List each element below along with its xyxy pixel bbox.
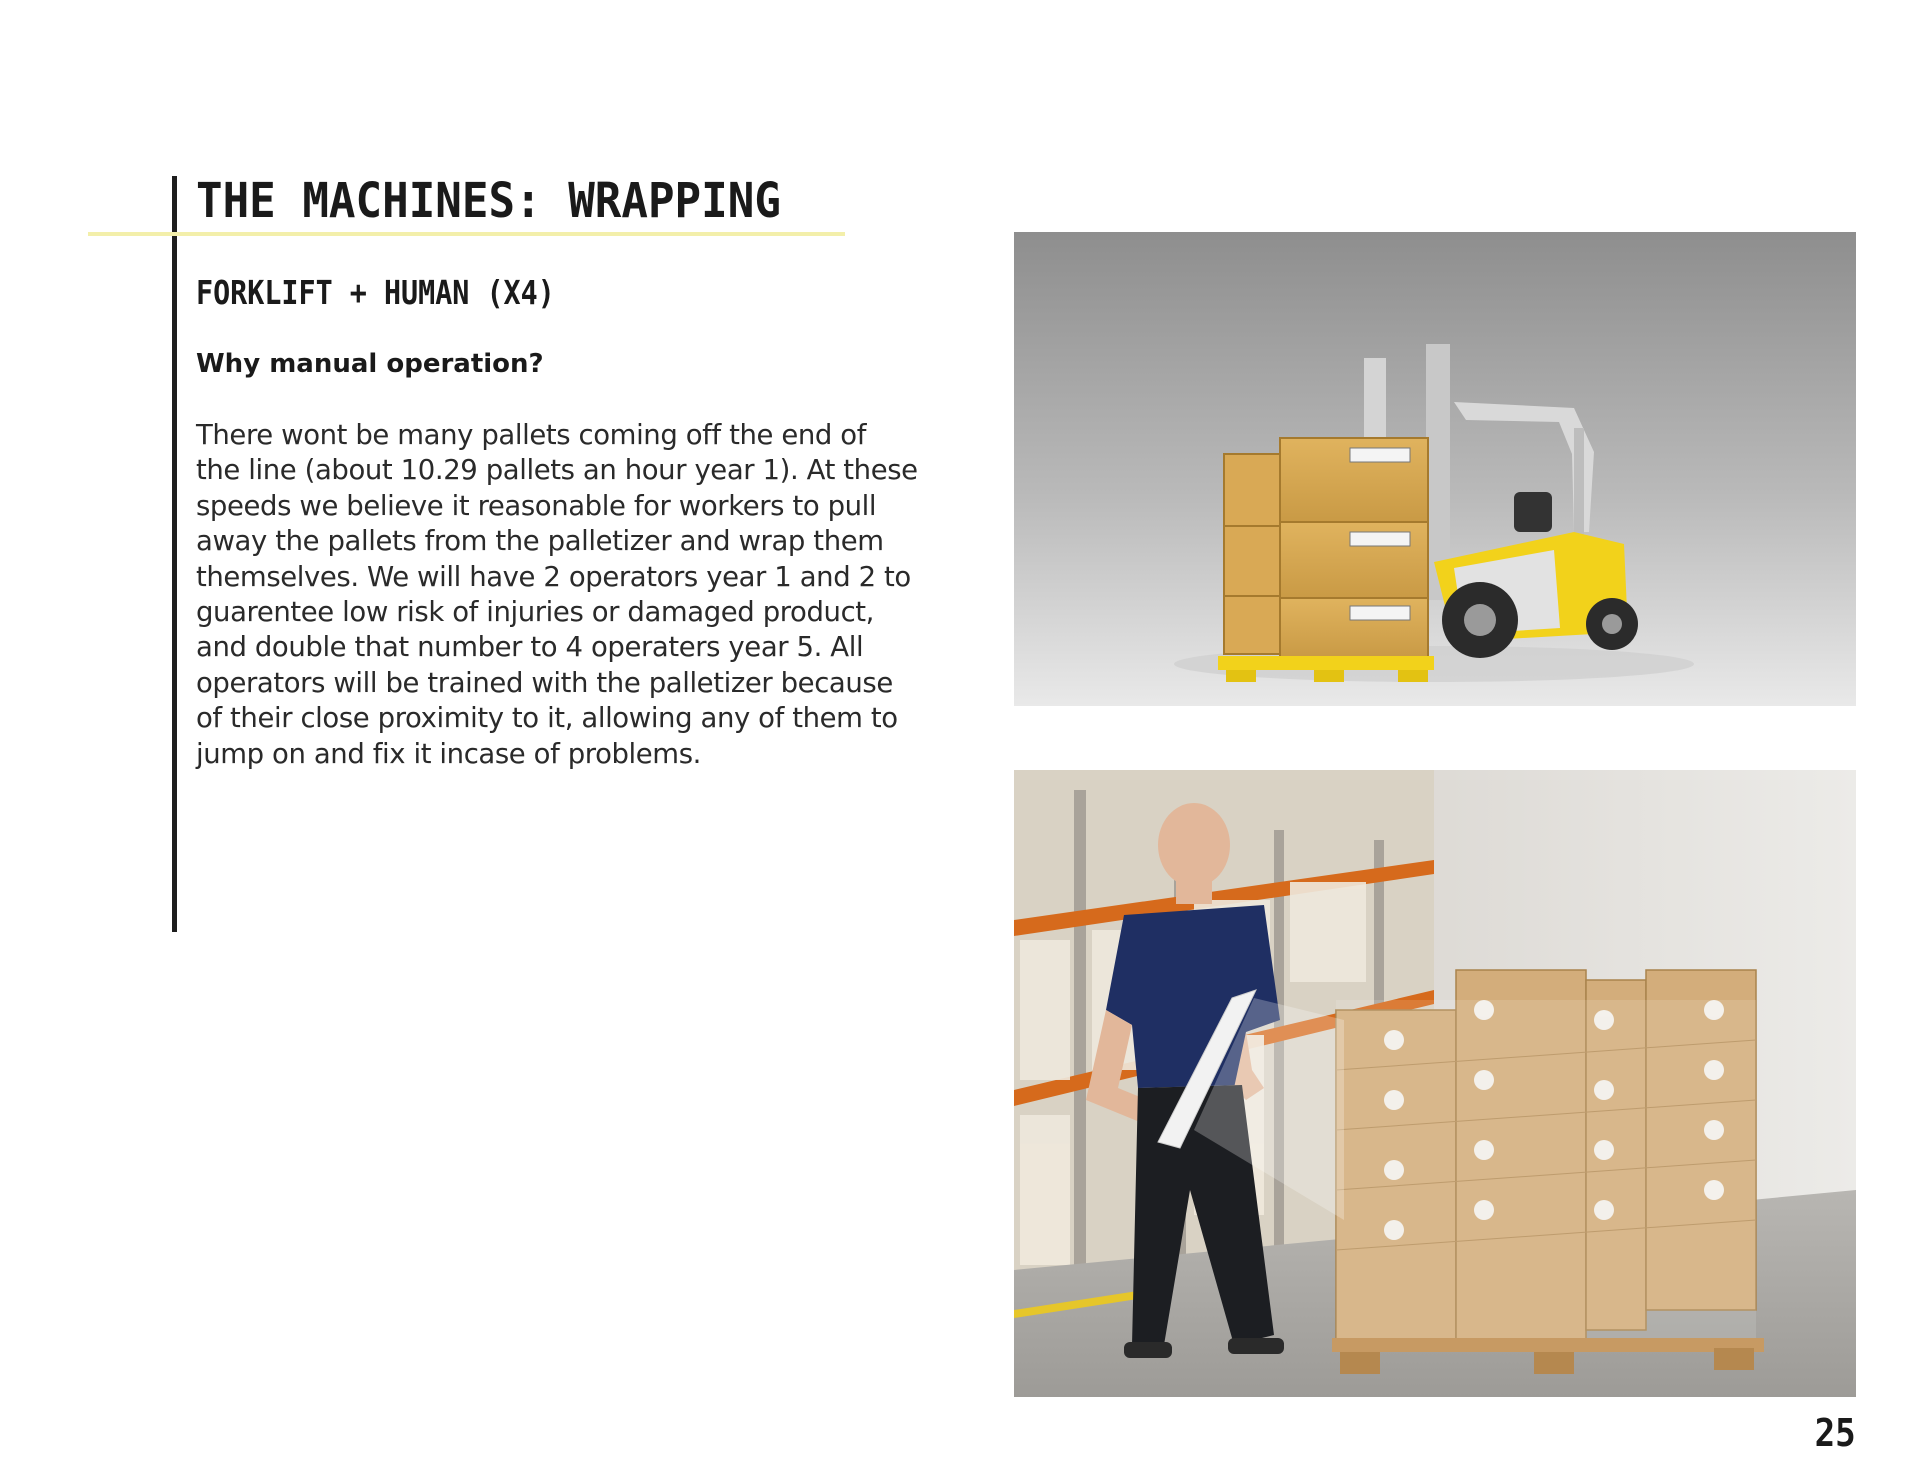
body-paragraph: There wont be many pallets coming off the end of the line (about 10.29 pallets an hour year 1). At these speeds we believe it reasonable for workers to pull away the pallets from the palletizer and wrap them themselves. We will have 2 operators year 1 and 2 to guarentee low risk of injuries or damaged product, and double that number to 4 operaters year 5. All operators will be trained with the palletizer because of their close proximity to it, allowing any of them to jump on and fix it incase of problems. (196, 419, 918, 770)
worker-wrapping-pallet-image (1014, 770, 1856, 1397)
forklift-image (1014, 232, 1856, 706)
left-accent-bar (172, 176, 177, 932)
page-title: THE MACHINES: WRAPPING (196, 173, 781, 229)
section-subtitle: FORKLIFT + HUMAN (X4) (196, 273, 555, 312)
question-heading: Why manual operation? (196, 349, 544, 379)
page-number: 25 (1814, 1411, 1856, 1455)
